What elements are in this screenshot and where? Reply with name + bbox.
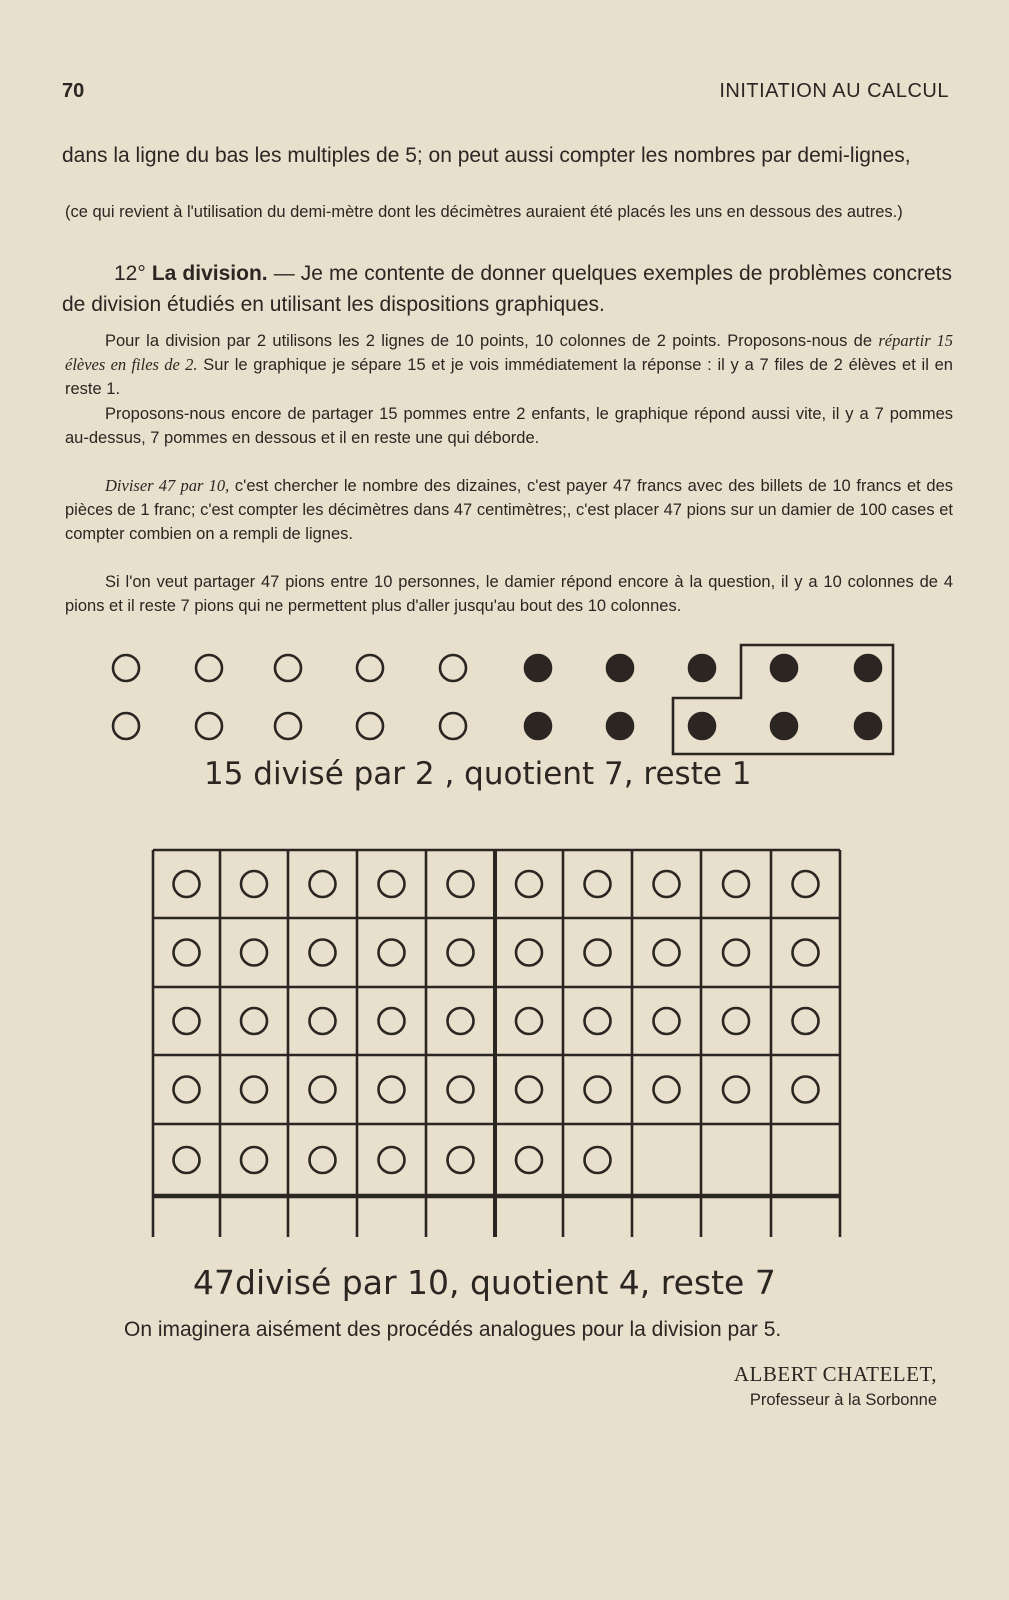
- paragraph-text: Pour la division par 2 utilisons les 2 lignes de 10 points, 10 colonnes de 2 points. Proposons-nous de: [105, 332, 879, 350]
- figure2-caption: 47divisé par 10, quotient 4, reste 7: [193, 1263, 776, 1302]
- pawn-circle: [723, 871, 749, 897]
- pawn-circle: [241, 940, 267, 966]
- running-title: INITIATION AU CALCUL: [719, 80, 949, 102]
- pawn-circle: [241, 1008, 267, 1034]
- pawn-circle: [793, 1077, 819, 1103]
- section-text: — Je me contente de donner quelques exemples de problèmes concrets de division étudiés en utilisant les dispositions graphiques.: [62, 262, 952, 316]
- empty-dot: [196, 655, 222, 681]
- figure1-caption: 15 divisé par 2 , quotient 7, reste 1: [204, 756, 752, 792]
- section-title: La division.: [151, 262, 268, 285]
- pawn-circle: [516, 940, 542, 966]
- empty-dot: [275, 713, 301, 739]
- empty-dot: [275, 655, 301, 681]
- pawn-circle: [585, 1077, 611, 1103]
- empty-dot: [357, 655, 383, 681]
- pawn-circle: [310, 1008, 336, 1034]
- pawn-circle: [654, 940, 680, 966]
- pawn-circle: [448, 1147, 474, 1173]
- pawn-circle: [448, 871, 474, 897]
- filled-dot: [855, 655, 881, 681]
- empty-dot: [196, 713, 222, 739]
- author-role: Professeur à la Sorbonne: [749, 1391, 937, 1409]
- pawn-circle: [793, 940, 819, 966]
- figure-damier-grid: [153, 850, 840, 1237]
- pawn-circle: [379, 871, 405, 897]
- pawn-circle: [310, 871, 336, 897]
- filled-dot: [855, 713, 881, 739]
- filled-dot: [607, 713, 633, 739]
- pawn-circle: [174, 1147, 200, 1173]
- paragraph-apples: Proposons-nous encore de partager 15 pommes entre 2 enfants, le graphique répond aussi vite, il y a 7 pommes au-dessus, 7 pommes en dessous et il en reste une qui déborde.: [65, 405, 953, 447]
- page-number: 70: [62, 80, 85, 102]
- pawn-circle: [793, 871, 819, 897]
- paragraph-text: c'est chercher le nombre des dizaines, c'est payer 47 francs avec des billets de 10 francs et des pièces de 1 franc; c'est compter les décimètres dans 47 centimètres;, c'est placer 47 pions sur un damier de 100 cases et compter combien on a rempli de lignes.: [65, 477, 953, 543]
- pawn-circle: [174, 1008, 200, 1034]
- author-name: ALBERT CHATELET,: [733, 1362, 937, 1386]
- pawn-circle: [585, 871, 611, 897]
- pawn-circle: [654, 871, 680, 897]
- empty-dot: [113, 655, 139, 681]
- pawn-circle: [654, 1077, 680, 1103]
- pawn-circle: [585, 1147, 611, 1173]
- emphasis-text: Diviser 47 par 10,: [105, 476, 230, 495]
- pawn-circle: [241, 1147, 267, 1173]
- pawn-circle: [723, 1008, 749, 1034]
- emphasis-text: répartir 15 élèves en files de 2.: [65, 331, 953, 374]
- filled-dot: [689, 655, 715, 681]
- filled-dot: [607, 655, 633, 681]
- closing-sentence: On imaginera aisément des procédés analogues pour la division par 5.: [124, 1318, 782, 1341]
- filled-dot: [525, 713, 551, 739]
- pawn-circle: [516, 1147, 542, 1173]
- signature: [734, 1362, 937, 1410]
- pawn-circle: [174, 1077, 200, 1103]
- pawn-circle: [448, 1077, 474, 1103]
- pawn-circle: [793, 1008, 819, 1034]
- pawn-circle: [448, 1008, 474, 1034]
- pawn-circle: [379, 1077, 405, 1103]
- pawn-circle: [379, 940, 405, 966]
- pawn-circle: [379, 1008, 405, 1034]
- paragraph-text: Sur le graphique je sépare 15 et je vois immédiatement la réponse : il y a 7 files de 2 élèves et il en reste 1.: [65, 356, 953, 398]
- pawn-circle: [241, 1077, 267, 1103]
- section-number: 12°: [114, 262, 146, 285]
- pawn-circle: [310, 940, 336, 966]
- pawn-circle: [585, 940, 611, 966]
- intro-line: dans la ligne du bas les multiples de 5; on peut aussi compter les nombres par demi-lignes,: [62, 144, 911, 167]
- pawn-circle: [174, 871, 200, 897]
- pawn-circle: [310, 1077, 336, 1103]
- pawn-circle: [448, 940, 474, 966]
- pawn-circle: [310, 1147, 336, 1173]
- intro-note: (ce qui revient à l'utilisation du demi-mètre dont les décimètres auraient été placés les uns en dessous des autres.): [65, 203, 903, 221]
- figure-two-rows-dots: [113, 645, 893, 754]
- pawn-circle: [379, 1147, 405, 1173]
- pawn-circle: [241, 871, 267, 897]
- pawn-circle: [174, 940, 200, 966]
- filled-dot: [771, 713, 797, 739]
- pawn-circle: [723, 1077, 749, 1103]
- pawn-circle: [585, 1008, 611, 1034]
- empty-dot: [440, 655, 466, 681]
- filled-dot: [771, 655, 797, 681]
- empty-dot: [113, 713, 139, 739]
- paragraph-share-47: Si l'on veut partager 47 pions entre 10 personnes, le damier répond encore à la question, il y a 10 colonnes de 4 pions et il reste 7 pions qui ne permettent plus d'aller jusqu'au bout des 10 colonnes.: [65, 573, 953, 615]
- empty-dot: [357, 713, 383, 739]
- pawn-circle: [516, 871, 542, 897]
- pawn-circle: [516, 1077, 542, 1103]
- empty-dot: [440, 713, 466, 739]
- filled-dot: [525, 655, 551, 681]
- pawn-circle: [516, 1008, 542, 1034]
- pawn-circle: [654, 1008, 680, 1034]
- filled-dot: [689, 713, 715, 739]
- pawn-circle: [723, 940, 749, 966]
